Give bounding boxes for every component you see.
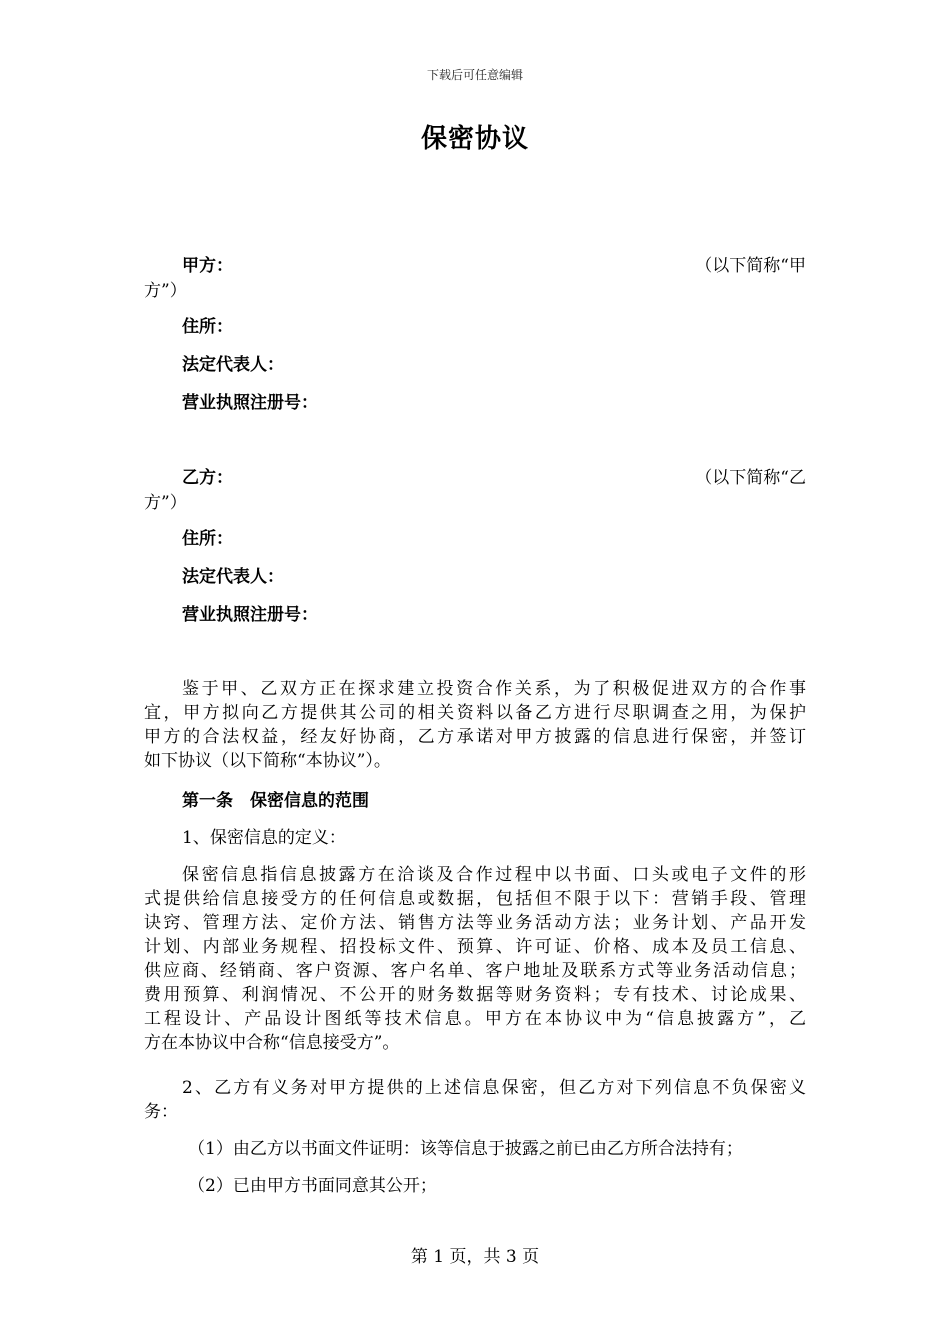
party-a-address: 住所： [182,317,233,337]
definition-line: 保密信息指信息披露方在洽谈及合作过程中以书面、口头或电子文件的形 [182,865,806,885]
sub-item-2: （2）已由甲方书面同意其公开； [188,1176,437,1196]
party-b-address: 住所： [182,529,233,549]
party-a-line [144,254,806,278]
definition-line: 计划、内部业务规程、招投标文件、预算、许可证、价格、成本及员工信息、 [144,937,806,957]
page-footer: 第 1 页，共 3 页 [410,1247,540,1267]
party-b-alias: （以下简称“乙 [695,468,806,488]
preamble-line: 甲方的合法权益，经友好协商，乙方承诺对甲方披露的信息进行保密，并签订 [144,727,806,747]
definition-line: 工程设计、产品设计图纸等技术信息。甲方在本协议中为“信息披露方”，乙 [144,1009,806,1029]
party-b-rep: 法定代表人： [182,567,284,587]
definition-line: 诀窍、管理方法、定价方法、销售方法等业务活动方法；业务计划、产品开发 [144,913,806,933]
item-2-line: 2、乙方有义务对甲方提供的上述信息保密，但乙方对下列信息不负保密义 [182,1078,806,1098]
preamble-line: 如下协议（以下简称“本协议”）。 [144,751,391,771]
page-header: 下载后可任意编辑 [426,68,523,82]
party-b-license: 营业执照注册号： [182,605,318,625]
preamble-line: 鉴于甲、乙双方正在探求建立投资合作关系，为了积极促进双方的合作事 [182,679,806,699]
document-title: 保密协议 [420,124,529,154]
preamble-line: 宜，甲方拟向乙方提供其公司的相关资料以备乙方进行尽职调查之用，为保护 [144,703,806,723]
definition-line: 供应商、经销商、客户资源、客户名单、客户地址及联系方式等业务活动信息； [144,961,806,981]
sub-item-1: （1）由乙方以书面文件证明：该等信息于披露之前已由乙方所合法持有； [188,1139,743,1159]
party-a-alias: （以下简称“甲 [695,256,806,276]
item-1-title: 1、保密信息的定义： [182,828,346,848]
party-b-line [144,466,806,490]
definition-line: 费用预算、利润情况、不公开的财务数据等财务资料；专有技术、讨论成果、 [144,985,806,1005]
party-a-alias-cont: 方”） [144,281,187,301]
party-b-alias-cont: 方”） [144,493,187,513]
article-1-title: 第一条 保密信息的范围 [182,791,369,811]
party-b-label: 乙方： [182,468,233,488]
party-a-rep: 法定代表人： [182,355,284,375]
item-2-line: 务： [144,1102,178,1122]
definition-line: 方在本协议中合称“信息接受方”。 [144,1033,400,1053]
definition-line: 式提供给信息接受方的任何信息或数据，包括但不限于以下：营销手段、管理 [144,889,806,909]
party-a-label: 甲方： [182,256,233,276]
party-a-license: 营业执照注册号： [182,393,318,413]
